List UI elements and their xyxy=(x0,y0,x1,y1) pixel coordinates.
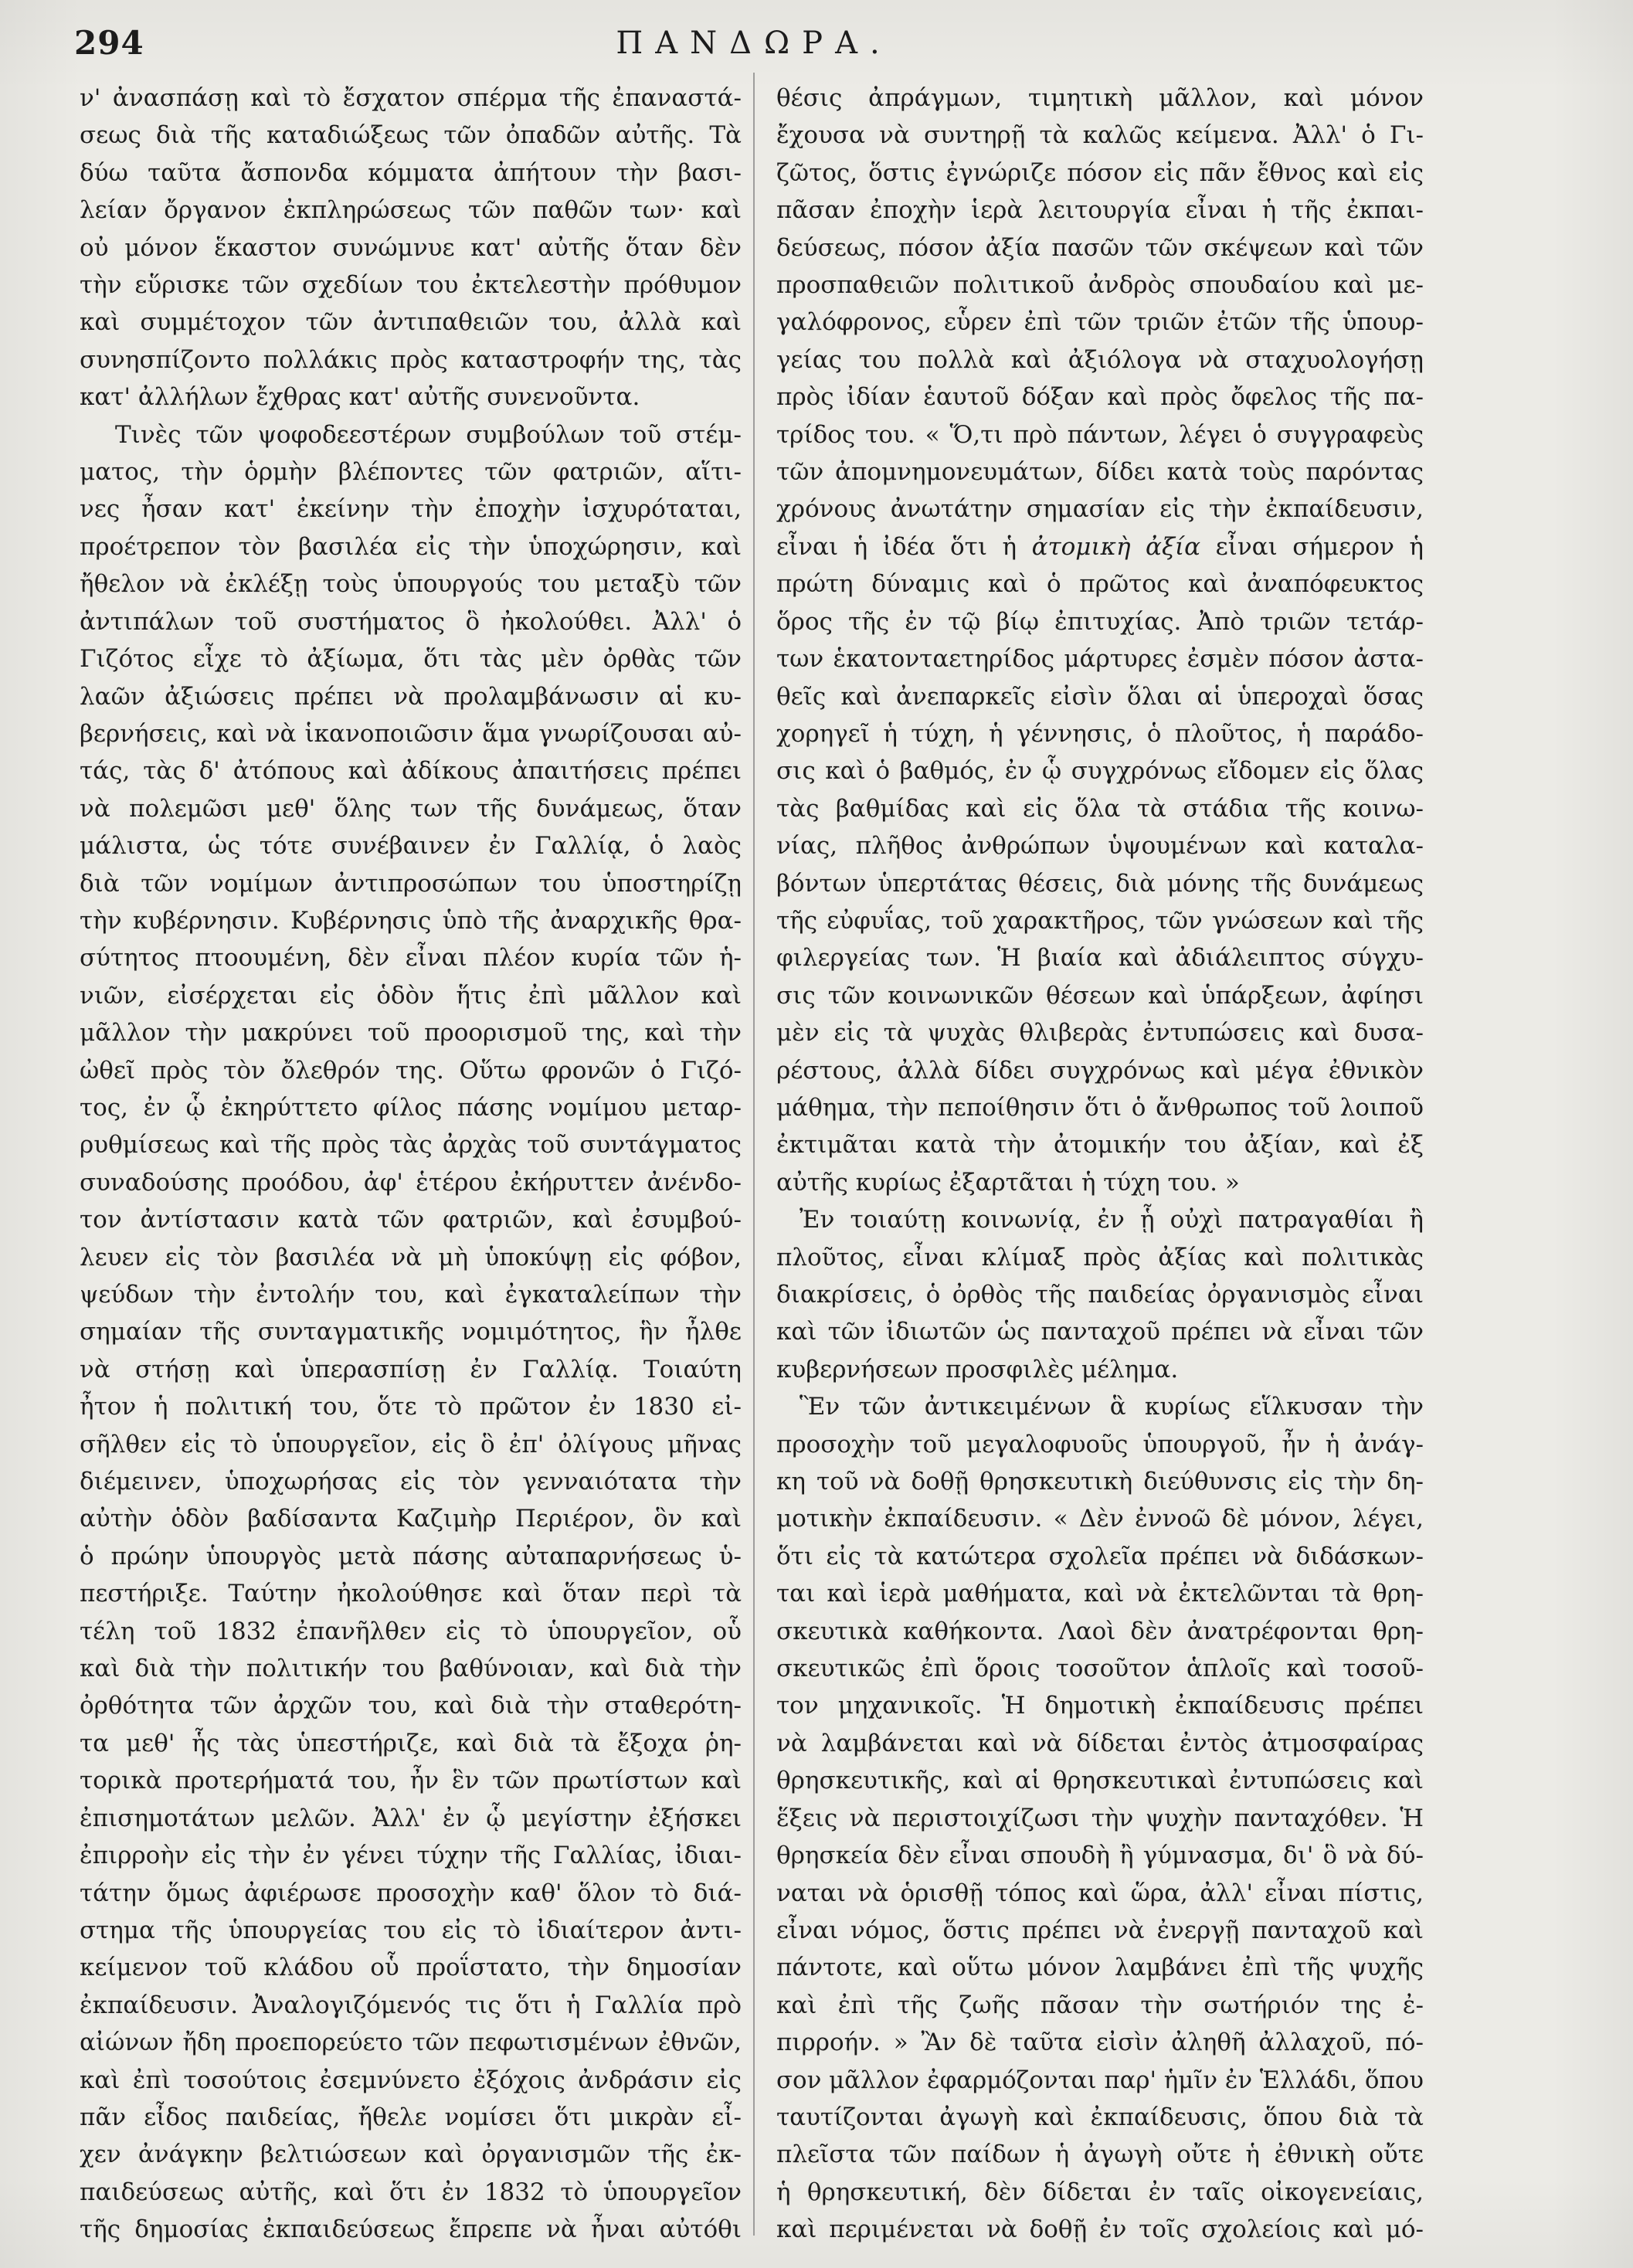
line-text: βόντων ὑπερτάτας θέσεις, διὰ μόνης τῆς δυνάμεως xyxy=(776,869,1424,898)
right-column-line xyxy=(776,1126,1424,1163)
line-text: γαλόφρονος, εὗρεν ἐπὶ τῶν τριῶν ἐτῶν τῆς ὑπουρ- xyxy=(776,308,1424,337)
line-text: στημα τῆς ὑπουργείας του εἰς τὸ ἰδιαίτερον ἀντι- xyxy=(80,1916,742,1944)
line-text: κη τοῦ νὰ δοθῇ θρησκευτικὴ διεύθυνσις εἰς τὴν δη- xyxy=(776,1468,1424,1496)
left-column-line xyxy=(80,640,742,677)
line-text: ται καὶ ἱερὰ μαθήματα, καὶ νὰ ἐκτελῶνται τὰ θρη- xyxy=(776,1580,1424,1608)
line-text: μάλιστα, ὡς τότε συνέβαινεν ἐν Γαλλίᾳ, ὁ λαὸς xyxy=(80,832,742,861)
left-column-line xyxy=(80,304,742,341)
line-text: ψεύδων τὴν ἐντολήν του, καὶ ἐγκαταλείπων τὴν xyxy=(80,1281,742,1309)
left-column-line xyxy=(80,2136,742,2173)
right-column-line xyxy=(776,1201,1424,1238)
line-text: ἐκτιμᾶται κατὰ τὴν ἀτομικήν του ἀξίαν, καὶ ἐξ xyxy=(776,1131,1424,1159)
line-text: ἕξεις νὰ περιστοιχίζωσι τὴν ψυχὴν πανταχόθεν. Ἡ xyxy=(776,1804,1424,1832)
line-text: σκευτικῶς ἐπὶ ὅροις τοσοῦτον ἁπλοῖς καὶ τοσοῦ- xyxy=(776,1655,1424,1683)
right-column-line xyxy=(776,304,1424,341)
line-text: νὰ πολεμῶσι μεθ' ὅλης των τῆς δυνάμεως, ὅταν xyxy=(80,794,742,823)
right-column-line xyxy=(776,865,1424,902)
line-text: θέσις ἀπράγμων, τιμητικὴ μᾶλλον, καὶ μόνον xyxy=(776,84,1424,112)
line-text: φιλεργείας των. Ἡ βιαία καὶ ἀδιάλειπτος σύγχυ- xyxy=(776,944,1424,973)
right-column-line xyxy=(776,1987,1424,2024)
line-text: τάς, τὰς δ' ἀτόπους καὶ ἀδίκους ἀπαιτήσεις πρέπει xyxy=(80,757,742,786)
line-text: καὶ περιμένεται νὰ δοθῇ ἐν τοῖς σχολείοις καὶ μό- xyxy=(776,2215,1424,2244)
line-text: συνησπίζοντο πολλάκις πρὸς καταστροφήν της, τὰς xyxy=(80,345,742,374)
line-text: ν' ἀνασπάσῃ καὶ τὸ ἔσχατον σπέρμα τῆς ἐπαναστά- xyxy=(80,84,742,112)
right-column-line xyxy=(776,1426,1424,1463)
line-text: ὀρθότητα τῶν ἀρχῶν του, καὶ διὰ τὴν σταθερότη- xyxy=(80,1692,742,1720)
right-column-line xyxy=(776,80,1424,117)
right-column-line xyxy=(776,1837,1424,1874)
line-text: λαῶν ἀξιώσεις πρέπει νὰ προλαμβάνωσιν αἱ κυ- xyxy=(80,682,742,711)
right-column-line xyxy=(776,1276,1424,1313)
line-text: σις καὶ ὁ βαθμός, ἐν ᾧ συγχρόνως εἴδομεν εἰς ὅλας xyxy=(776,757,1424,786)
right-column-line xyxy=(776,1351,1424,1388)
line-text: χρόνους ἀνωτάτην σημασίαν εἰς τὴν ἐκπαίδευσιν, xyxy=(776,495,1424,524)
right-column-line xyxy=(776,1613,1424,1650)
line-text: ταυτίζονται ἀγωγὴ καὶ ἐκπαίδευσις, ὅπου διὰ τὰ xyxy=(776,2103,1424,2131)
line-text: σον μᾶλλον ἐφαρμόζονται παρ' ἡμῖν ἐν Ἑλλάδι, ὅπου xyxy=(776,2066,1424,2094)
line-text: πεστήριξε. Ταύτην ἠκολούθησε καὶ ὅταν περὶ τὰ xyxy=(80,1580,742,1608)
line-text: λευεν εἰς τὸν βασιλέα νὰ μὴ ὑποκύψῃ εἰς φόβον, xyxy=(80,1243,742,1272)
left-column-line xyxy=(80,1725,742,1762)
right-column-line xyxy=(776,2024,1424,2061)
line-text: Γιζότος εἶχε τὸ ἀξίωμα, ὅτι τὰς μὲν ὀρθὰς τῶν xyxy=(80,645,742,674)
line-text: νὰ στήσῃ καὶ ὑπερασπίσῃ ἐν Γαλλίᾳ. Τοιαύτη xyxy=(80,1355,742,1384)
right-column-line xyxy=(776,1239,1424,1276)
right-column-line xyxy=(776,902,1424,939)
line-text-segment: εἶναι σήμερον ἡ xyxy=(1200,532,1424,561)
left-column-line xyxy=(80,1014,742,1051)
page-number: 294 xyxy=(74,24,144,62)
line-text: ὠθεῖ πρὸς τὸν ὄλεθρόν της. Οὕτω φρονῶν ὁ Γιζό- xyxy=(80,1056,742,1085)
right-column-line xyxy=(776,1164,1424,1201)
right-column-line xyxy=(776,154,1424,192)
line-text: ὅτι εἰς τὰ κατώτερα σχολεῖα πρέπει νὰ διδάσκων- xyxy=(776,1542,1424,1570)
left-column-line xyxy=(80,1538,742,1575)
left-column-line xyxy=(80,416,742,453)
right-column-line xyxy=(776,1014,1424,1051)
column-divider xyxy=(753,73,755,2236)
line-text: εἶναι νόμος, ὅστις πρέπει νὰ ἐνεργῇ πανταχοῦ καὶ xyxy=(776,1916,1424,1944)
line-text: τορικὰ προτερήματά του, ἦν ἓν τῶν πρωτίστων καὶ xyxy=(80,1767,742,1795)
line-text: τὴν εὕρισκε τῶν σχεδίων του ἐκτελεστὴν πρόθυμον xyxy=(80,271,742,300)
right-column-line xyxy=(776,678,1424,715)
line-text: μᾶλλον τὴν μακρύνει τοῦ προορισμοῦ της, καὶ τὴν xyxy=(80,1019,742,1047)
left-column-line xyxy=(80,1276,742,1313)
line-text: αὐτὴν ὁδὸν βαδίσαντα Καζιμὴρ Περιέρον, ὃν καὶ xyxy=(80,1505,742,1533)
left-column-line xyxy=(80,229,742,267)
right-column-line xyxy=(776,1687,1424,1724)
line-text: βερνήσεις, καὶ νὰ ἱκανοποιῶσιν ἅμα γνωρίζουσαι αὐ- xyxy=(80,719,742,748)
line-text: διακρίσεις, ὁ ὀρθὸς τῆς παιδείας ὀργανισμὸς εἶναι xyxy=(776,1281,1424,1309)
left-column-line xyxy=(80,1575,742,1612)
line-text: χεν ἀνάγκην βελτιώσεων καὶ ὀργανισμῶν τῆς ἐκ- xyxy=(80,2141,742,2169)
line-text: καὶ διὰ τὴν πολιτικήν του βαθύνοιαν, καὶ διὰ τὴν xyxy=(80,1655,742,1683)
left-column-line xyxy=(80,1987,742,2024)
line-text: ὁ πρώην ὑπουργὸς μετὰ πάσης αὐταπαρνήσεως ὑ- xyxy=(80,1542,742,1570)
line-text: Ἐν τοιαύτῃ κοινωνίᾳ, ἐν ᾗ οὐχὶ πατραγαθίαι ἢ xyxy=(800,1206,1424,1234)
line-text: δεύσεως, πόσον ἀξία πασῶν τῶν σκέψεων καὶ τῶν xyxy=(776,233,1424,262)
left-column-line xyxy=(80,1463,742,1500)
line-text: καὶ ἐπὶ τῆς ζωῆς πᾶσαν τὴν σωτήριόν της ἐ- xyxy=(776,1991,1424,2019)
left-column-line xyxy=(80,2099,742,2136)
line-text: διέμεινεν, ὑποχωρήσας εἰς τὸν γενναιότατα τὴν xyxy=(80,1468,742,1496)
right-column-line xyxy=(776,565,1424,603)
right-column-line xyxy=(776,603,1424,640)
left-column-line xyxy=(80,1912,742,1949)
right-column-line xyxy=(776,117,1424,154)
left-column-line xyxy=(80,117,742,154)
left-column-line xyxy=(80,977,742,1014)
line-text: θρησκευτικῆς, καὶ αἱ θρησκευτικαὶ ἐντυπώσεις καὶ xyxy=(776,1767,1424,1795)
left-column-line xyxy=(80,1388,742,1425)
line-text: αἰώνων ἤδη προεπορεύετο τῶν πεφωτισμένων ἐθνῶν, xyxy=(80,2029,742,2057)
line-text: τα μεθ' ἧς τὰς ὑπεστήριζε, καὶ διὰ τὰ ἔξοχα ῥη- xyxy=(80,1729,742,1757)
left-column-line xyxy=(80,2211,742,2248)
line-text: οὐ μόνον ἕκαστον συνώμνυε κατ' αὐτῆς ὅταν δὲν xyxy=(80,233,742,262)
right-column-line xyxy=(776,379,1424,416)
left-column-line xyxy=(80,267,742,304)
left-column-line xyxy=(80,154,742,192)
right-column-line xyxy=(776,416,1424,453)
right-column-line xyxy=(776,1463,1424,1500)
line-text: τον ἀντίστασιν κατὰ τῶν φατριῶν, καὶ ἐσυμβού- xyxy=(80,1206,742,1234)
line-text: λείαν ὄργανον ἐκπληρώσεως τῶν παθῶν των· καὶ xyxy=(80,196,742,225)
line-text: καὶ συμμέτοχον τῶν ἀντιπαθειῶν του, ἀλλὰ καὶ xyxy=(80,308,742,337)
left-column-line xyxy=(80,453,742,491)
line-text: θρησκεία δὲν εἶναι σπουδὴ ἢ γύμνασμα, δι' ὃ νὰ δύ- xyxy=(776,1842,1424,1870)
line-text: ρέστους, ἀλλὰ δίδει συγχρόνως καὶ μέγα ἐθνικὸν xyxy=(776,1056,1424,1085)
right-column-line xyxy=(776,1575,1424,1612)
line-text: τος, ἐν ᾧ ἐκηρύττετο φίλος πάσης νομίμου μεταρ- xyxy=(80,1093,742,1122)
line-text: τέλη τοῦ 1832 ἐπανῆλθεν εἰς τὸ ὑπουργεῖον, οὗ xyxy=(80,1617,742,1645)
line-text: ἐκπαίδευσιν. Ἀναλογιζόμενός τις ὅτι ἡ Γαλλία πρὸ xyxy=(80,1991,742,2019)
right-column-line xyxy=(776,977,1424,1014)
left-column-line xyxy=(80,790,742,827)
line-text: κυβερνήσεων προσφιλὲς μέλημα. xyxy=(776,1355,1179,1384)
line-text: μὲν εἰς τὰ ψυχὰς θλιβερὰς ἐντυπώσεις καὶ δυσα- xyxy=(776,1019,1424,1047)
line-text: ἤθελον νὰ ἐκλέξῃ τοὺς ὑπουργούς του μεταξὺ τῶν xyxy=(80,570,742,599)
left-column-line xyxy=(80,603,742,640)
left-column-line xyxy=(80,80,742,117)
left-column-line xyxy=(80,1800,742,1837)
line-text: μοτικὴν ἐκπαίδευσιν. « Δὲν ἐννοῶ δὲ μόνον, λέγει, xyxy=(776,1505,1424,1533)
line-text: Τινὲς τῶν ψοφοδεεστέρων συμβούλων τοῦ στέμ- xyxy=(115,420,742,449)
left-column-line xyxy=(80,379,742,416)
left-column-line xyxy=(80,1239,742,1276)
line-text: σεως διὰ τῆς καταδιώξεως τῶν ὀπαδῶν αὐτῆς. Τὰ xyxy=(80,121,742,150)
line-text: ναται νὰ ὁρισθῇ τόπος καὶ ὥρα, ἀλλ' εἶναι πίστις, xyxy=(776,1879,1424,1907)
left-column-line xyxy=(80,752,742,789)
left-column-line xyxy=(80,491,742,528)
line-text: προσπαθειῶν πολιτικοῦ ἀνδρὸς σπουδαίου καὶ με- xyxy=(776,271,1424,300)
line-text: ἀντιπάλων τοῦ συστήματος ὃ ἠκολούθει. Ἀλλ' ὁ xyxy=(80,607,742,636)
line-text: ζῶτος, ὅστις ἐγνώριζε πόσον εἰς πᾶν ἔθνος καὶ εἰς xyxy=(776,158,1424,187)
line-text: μάθημα, τὴν πεποίθησιν ὅτι ὁ ἄνθρωπος τοῦ λοιποῦ xyxy=(776,1093,1424,1122)
right-column-line xyxy=(776,1089,1424,1126)
line-text: αὐτῆς κυρίως ἐξαρτᾶται ἡ τύχη του. » xyxy=(776,1168,1240,1197)
right-column-line xyxy=(776,1388,1424,1425)
right-column-line xyxy=(776,790,1424,827)
line-text: πλοῦτος, εἶναι κλίμαξ πρὸς ἀξίας καὶ πολιτικὰς xyxy=(776,1243,1424,1272)
right-column-line xyxy=(776,1500,1424,1537)
line-text: διὰ τῶν νομίμων ἀντιπροσώπων του ὑποστηρίζῃ xyxy=(80,869,742,898)
left-column-line xyxy=(80,827,742,864)
line-text: τάτην ὅμως ἀφιέρωσε προσοχὴν καθ' ὅλον τὸ διά- xyxy=(80,1879,742,1907)
right-column-line xyxy=(776,2174,1424,2211)
line-text: συναδούσης προόδου, ἀφ' ἑτέρου ἐκήρυττεν ἀνένδο- xyxy=(80,1168,742,1197)
line-text: πιρροήν. » Ἂν δὲ ταῦτα εἰσὶν ἀληθῆ ἀλλαχοῦ, πό- xyxy=(776,2029,1424,2057)
line-text: Ἓν τῶν ἀντικειμένων ἃ κυρίως εἵλκυσαν τὴν xyxy=(800,1393,1424,1421)
line-text: τρίδος του. « Ὅ,τι πρὸ πάντων, λέγει ὁ συγγραφεὺς xyxy=(776,420,1424,449)
line-text: σημαίαν τῆς συνταγματικῆς νομιμότητος, ἣν ἦλθε xyxy=(80,1318,742,1346)
line-text: προέτρεπον τὸν βασιλέα εἰς τὴν ὑποχώρησιν, καὶ xyxy=(80,532,742,561)
left-column-line xyxy=(80,1126,742,1163)
line-text: ὅρος τῆς ἐν τῷ βίῳ ἐπιτυχίας. Ἀπὸ τριῶν τετάρ- xyxy=(776,607,1424,636)
line-text: ρυθμίσεως καὶ τῆς πρὸς τὰς ἀρχὰς τοῦ συντάγματος xyxy=(80,1131,742,1159)
right-column-line xyxy=(776,939,1424,976)
line-text: τὴν κυβέρνησιν. Κυβέρνησις ὑπὸ τῆς ἀναρχικῆς θρα- xyxy=(80,906,742,935)
line-text: ἦτον ἡ πολιτική του, ὅτε τὸ πρῶτον ἐν 1830 εἰ- xyxy=(80,1393,742,1421)
right-column-line xyxy=(776,715,1424,752)
left-column-line xyxy=(80,528,742,565)
left-column-line xyxy=(80,902,742,939)
left-column-line xyxy=(80,1426,742,1463)
right-column-line xyxy=(776,1052,1424,1089)
line-text: σκευτικὰ καθήκοντα. Λαοὶ δὲν ἀνατρέφονται θρη- xyxy=(776,1617,1424,1645)
line-text: χορηγεῖ ἡ τύχη, ἡ γέννησις, ὁ πλοῦτος, ἡ παράδο- xyxy=(776,719,1424,748)
line-text: δύω ταῦτα ἄσπονδα κόμματα ἀπήτουν τὴν βασι- xyxy=(80,158,742,187)
right-column-line xyxy=(776,1949,1424,1986)
line-text: παιδεύσεως αὐτῆς, καὶ ὅτι ἐν 1832 τὸ ὑπουργεῖον xyxy=(80,2178,742,2206)
line-text: νίας, πλῆθος ἀνθρώπων ὑψουμένων καὶ καταλα- xyxy=(776,832,1424,861)
right-column-line xyxy=(776,1725,1424,1762)
line-text: τῶν ἀπομνημονευμάτων, δίδει κατὰ τοὺς παρόντας xyxy=(776,458,1424,487)
line-text: ἡ θρησκευτική, δὲν δίδεται ἐν ταῖς οἰκογενείαις, xyxy=(776,2178,1424,2206)
left-column-line xyxy=(80,1837,742,1874)
left-column-line xyxy=(80,939,742,976)
left-column-line xyxy=(80,1949,742,1986)
left-column-line xyxy=(80,715,742,752)
line-text: νιῶν, εἰσέρχεται εἰς ὁδὸν ἥτις ἐπὶ μᾶλλον καὶ xyxy=(80,981,742,1010)
right-column-line xyxy=(776,1313,1424,1350)
line-text: ἐπιρροὴν εἰς τὴν ἐν γένει τύχην τῆς Γαλλίας, ἰδιαι- xyxy=(80,1842,742,1870)
right-text-column xyxy=(776,80,1424,2249)
right-column-line xyxy=(776,2062,1424,2099)
right-column-line xyxy=(776,1762,1424,1799)
line-text: κατ' ἀλλήλων ἔχθρας κατ' αὐτῆς συνενοῦντα. xyxy=(80,383,640,412)
emphasized-text: ἀτομικὴ ἀξία xyxy=(1031,532,1201,561)
line-text: πρὸς ἰδίαν ἑαυτοῦ δόξαν καὶ πρὸς ὄφελος τῆς πα- xyxy=(776,383,1424,412)
left-column-line xyxy=(80,1313,742,1350)
left-column-line xyxy=(80,678,742,715)
line-text: των ἑκατονταετηρίδος μάρτυρες ἐσμὲν πόσον ἀστα- xyxy=(776,645,1424,674)
left-column-line xyxy=(80,1201,742,1238)
line-text: τὰς βαθμίδας καὶ εἰς ὅλα τὰ στάδια τῆς κοινω- xyxy=(776,794,1424,823)
right-column-line xyxy=(776,1912,1424,1949)
left-column-line xyxy=(80,1052,742,1089)
right-column-line xyxy=(776,267,1424,304)
line-text: σῆλθεν εἰς τὸ ὑπουργεῖον, εἰς ὃ ἐπ' ὀλίγους μῆνας xyxy=(80,1430,742,1458)
line-text: τον μηχανικοῖς. Ἡ δημοτικὴ ἐκπαίδευσις πρέπει xyxy=(776,1692,1424,1720)
left-column-line xyxy=(80,2062,742,2099)
right-column-line xyxy=(776,192,1424,229)
line-text: πάντοτε, καὶ οὕτω μόνον λαμβάνει ἐπὶ τῆς ψυχῆς xyxy=(776,1954,1424,1982)
line-text: σις τῶν κοινωνικῶν θέσεων καὶ ὑπάρξεων, ἀφίησι xyxy=(776,981,1424,1010)
left-column-line xyxy=(80,341,742,379)
right-column-line xyxy=(776,2099,1424,2136)
line-text: θεῖς καὶ ἀνεπαρκεῖς εἰσὶν ὅλαι αἱ ὑπεροχαὶ ὅσας xyxy=(776,682,1424,711)
line-text: σύτητος πτοουμένη, δὲν εἶναι πλέον κυρία τῶν ἡ- xyxy=(80,944,742,973)
line-text: κείμενον τοῦ κλάδου οὗ προΐστατο, τὴν δημοσίαν xyxy=(80,1954,742,1982)
line-text: καὶ τῶν ἰδιωτῶν ὡς πανταχοῦ πρέπει νὰ εἶναι τῶν xyxy=(776,1318,1424,1346)
right-column-line xyxy=(776,1650,1424,1687)
line-text: ἐπισημοτάτων μελῶν. Ἀλλ' ἐν ᾧ μεγίστην ἐξήσκει xyxy=(80,1804,742,1832)
right-column-line xyxy=(776,491,1424,528)
right-column-line xyxy=(776,1800,1424,1837)
left-column-line xyxy=(80,1613,742,1650)
line-text: γείας του πολλὰ καὶ ἀξιόλογα νὰ σταχυολογήσῃ xyxy=(776,345,1424,374)
left-column-line xyxy=(80,192,742,229)
left-column-line xyxy=(80,1650,742,1687)
right-column-line xyxy=(776,528,1424,565)
line-text: καὶ ἐπὶ τοσούτοις ἐσεμνύνετο ἐξόχοις ἀνδράσιν εἰς xyxy=(80,2066,742,2094)
left-column-line xyxy=(80,2174,742,2211)
left-column-line xyxy=(80,2024,742,2061)
left-column-line xyxy=(80,1351,742,1388)
line-text: πᾶσαν ἐποχὴν ἱερὰ λειτουργία εἶναι ἡ τῆς ἐκπαι- xyxy=(776,196,1424,225)
right-column-line xyxy=(776,1875,1424,1912)
line-text: πλεῖστα τῶν παίδων ἡ ἀγωγὴ οὔτε ἡ ἐθνικὴ οὔτε xyxy=(776,2141,1424,2169)
left-column-line xyxy=(80,565,742,603)
right-column-line xyxy=(776,827,1424,864)
right-column-line xyxy=(776,453,1424,491)
left-column-line xyxy=(80,1687,742,1724)
left-column-line xyxy=(80,1500,742,1537)
right-column-line xyxy=(776,1538,1424,1575)
left-column-line xyxy=(80,1164,742,1201)
left-column-line xyxy=(80,1089,742,1126)
line-text: πᾶν εἶδος παιδείας, ἤθελε νομίσει ὅτι μικρὰν εἶ- xyxy=(80,2103,742,2131)
left-column-line xyxy=(80,865,742,902)
left-column-line xyxy=(80,1762,742,1799)
line-text: πρώτη δύναμις καὶ ὁ πρῶτος καὶ ἀναπόφευκτος xyxy=(776,570,1424,599)
line-text: τῆς δημοσίας ἐκπαιδεύσεως ἔπρεπε νὰ ἦναι αὐτόθι xyxy=(80,2215,742,2244)
right-column-line xyxy=(776,2136,1424,2173)
right-column-line xyxy=(776,752,1424,789)
line-text xyxy=(776,528,1424,565)
line-text: ματος, τὴν ὁρμὴν βλέποντες τῶν φατριῶν, αἵτι- xyxy=(80,458,742,487)
line-text: τῆς εὐφυΐας, τοῦ χαρακτῆρος, τῶν γνώσεων καὶ τῆς xyxy=(776,906,1424,935)
right-column-line xyxy=(776,341,1424,379)
line-text-segment: εἶναι ἡ ἰδέα ὅτι ἡ xyxy=(776,532,1032,561)
right-column-line xyxy=(776,229,1424,267)
line-text: προσοχὴν τοῦ μεγαλοφυοῦς ὑπουργοῦ, ἦν ἡ ἀνάγ- xyxy=(776,1430,1424,1458)
left-text-column xyxy=(80,80,742,2249)
line-text: νὰ λαμβάνεται καὶ νὰ δίδεται ἐντὸς ἀτμοσφαίρας xyxy=(776,1729,1424,1757)
line-text: νες ἦσαν κατ' ἐκείνην τὴν ἐποχὴν ἰσχυρόταται, xyxy=(80,495,742,524)
journal-title: ΠΑΝΔΩΡΑ. xyxy=(616,25,892,61)
left-column-line xyxy=(80,1875,742,1912)
right-column-line xyxy=(776,640,1424,677)
line-text: ἔχουσα νὰ συντηρῇ τὰ καλῶς κείμενα. Ἀλλ' ὁ Γι- xyxy=(776,121,1424,150)
right-column-line xyxy=(776,2211,1424,2248)
